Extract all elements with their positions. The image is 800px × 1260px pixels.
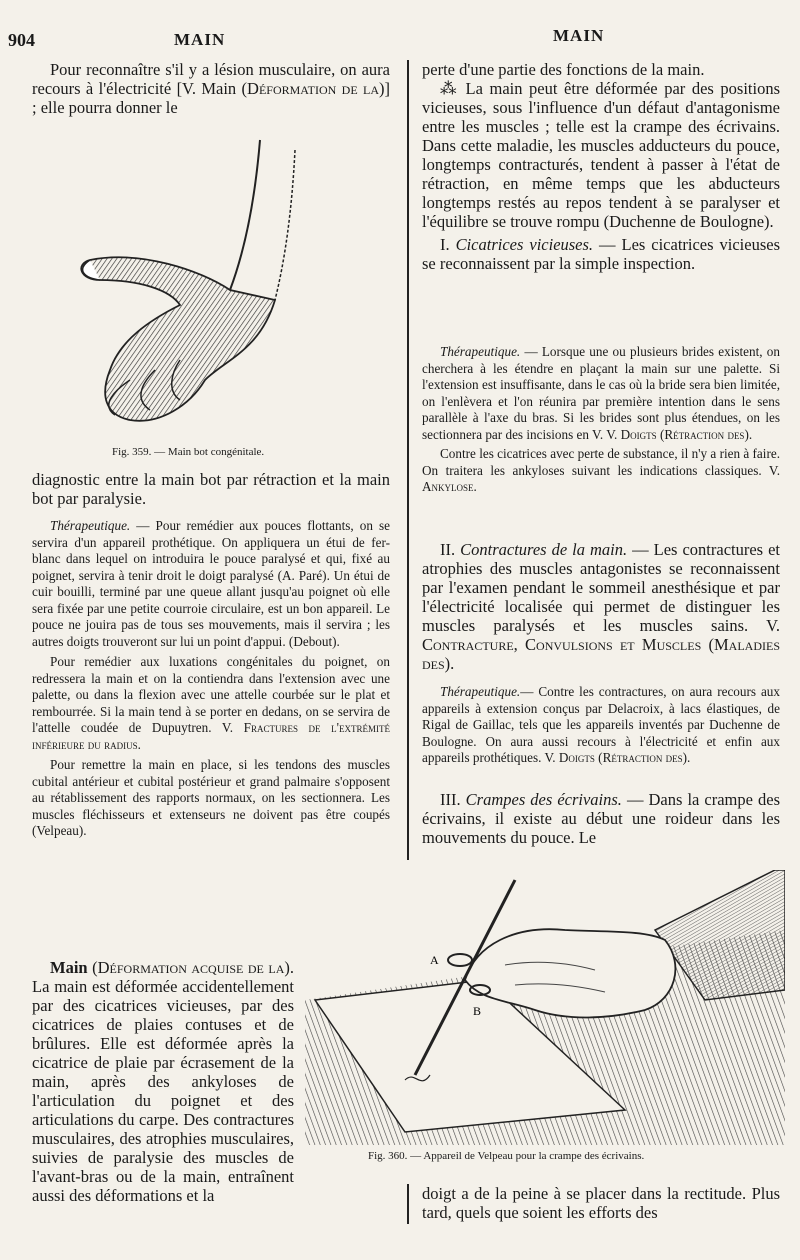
figure-359-illustration [60, 130, 360, 440]
left-paragraph-2: diagnostic entre la main bot par rétraction et la main bot par paralysie. [32, 470, 390, 508]
right-column-bottom: doigt a de la peine à se placer dans la rectitude. Plus tard, quels que soient les efforts des [422, 1184, 780, 1222]
figure-359-caption: Fig. 359. — Main bot congénitale. [112, 446, 265, 458]
right-crampes: III. Crampes des écrivains. — Dans la crampe des écrivains, il existe au début une roideur dans les mouvements du pouce. Le [422, 790, 780, 847]
column-rule [407, 60, 409, 860]
figure-360-caption: Fig. 360. — Appareil de Velpeau pour la crampe des écrivains. [368, 1150, 645, 1162]
left-paragraph-main-deformation: Main (Déformation acquise de la). La main est déformée accidentellement par des cicatrices vicieuses, par des cicatrices de plaies contuses et de brûlures. Elle est déformée après la cicatrice de plaie par écrasement de la main, après des ankyloses de l'articulation du poignet et des articulations du carpe. Des contractures musculaires, des atrophies musculaires, suivies de paralysie des muscles de l'avant-bras ou de la main, entraînent aussi des déformations et la [32, 958, 295, 1205]
right-contractures: II. Contractures de la main. — Les contractures et atrophies des muscles antagonistes se reconnaissent par l'examen pendant le sommeil anesthésique et par l'électricité localisée qui permet de distinguer les muscles paralysés et les muscles sains. V. Contracture, Convulsions et Muscles (Maladies des). [422, 540, 780, 673]
figure-360-label-a: A [430, 953, 439, 967]
running-head-right: MAIN [553, 26, 605, 45]
column-rule-bottom [407, 1184, 409, 1224]
left-paragraph-1: Pour reconnaître s'il y a lésion musculaire, on aura recours à l'électricité [V. Main (Déformation de la)] ; elle pourra donner le [32, 60, 391, 117]
right-column-top: perte d'une partie des fonctions de la main. ⁂ La main peut être déformée par des positions vicieuses, sous l'influence d'un défaut d'antagonisme entre les muscles ; telle est la crampe des écrivains. Dans cette maladie, les muscles adducteurs du pouce, longtemps contracturés, tendent à passer à l'état de rétraction, en même temps que les abducteurs longtemps restés au repos tendent à se paralyser et l'équilibre se trouve rompu (Duchenne de Boulogne). I. Cicatrices vicieuses. — Les cicatrices vicieuses se reconnaissent par la simple inspection. [422, 60, 781, 273]
right-therapeutique-2: Thérapeutique.— Contre les contractures, on aura recours aux appareils à extension conçus par Delacroix, à lacs élastiques, de Rigal de Gaillac, tels que les appareils inventés par Duchenne de Boulogne. On aura aussi recours à l'électricité et enfin aux appareils prothétiques. V. Doigts (Rétraction des). [422, 684, 780, 765]
page-number: 904 [8, 30, 35, 50]
figure-360-label-b: B [473, 1004, 482, 1018]
hand-illustration-icon [60, 130, 360, 440]
right-therapeutique-1: Thérapeutique. — Lorsque une ou plusieurs brides existent, on cherchera à les étendre en plaçant la main sur une palette. Si l'extension est insuffisante, dans le cas où la bride sera bien limitée, on l'enlèvera et l'on réunira par première intention dans le sens parallèle à l'axe du bras. Si les brides sont plus étendues, on les sectionnera par des incisions en V. V. Doigts (Rétraction des). Contre les cicatrices avec perte de substance, il n'y a rien à faire. On traitera les ankyloses suivant les indications classiques. V. Ankylose. [422, 344, 780, 494]
left-therapeutique: Thérapeutique. — Pour remédier aux pouces flottants, on se servira d'un appareil prothétique. On appliquera un étui de fer-blanc dans lequel on introduira le pouce paralysé et qui, fixé au poignet, servira à tenir droit le doigt paralysé (A. Paré). Un étui de cuir bouilli, terminé par une queue allant jusqu'au poignet où elle sera fixée par une petite courroie circulaire, est un bon appareil. Le pouce ne jouira pas de tous ses mouvements, mais il servira ; les autres doigts trouveront sur lui un point d'appui. (Debout). Pour remédier aux luxations congénitales du poignet, on redressera la main et on la contiendra dans l'extension avec une palette, ou dans la flexion avec une attelle courbée sur le plat et rembourrée. Si la main tend à se porter en dedans, on se servira de l'attelle coudée de Dupuytren. V. Fractures de l'extrémité inférieure du radius. Pour remettre la main en place, si les tendons des muscles cubital antérieur et cubital postérieur et grand palmaire s'opposent au rétablissement des rapports normaux, on les sectionnera. Les muscles fléchisseurs et extenseurs ne doivent pas être coupés (Velpeau). [32, 518, 391, 838]
running-head-left: MAIN [174, 30, 226, 49]
figure-360-illustration [305, 870, 785, 1145]
writing-hand-illustration-icon [305, 870, 785, 1145]
